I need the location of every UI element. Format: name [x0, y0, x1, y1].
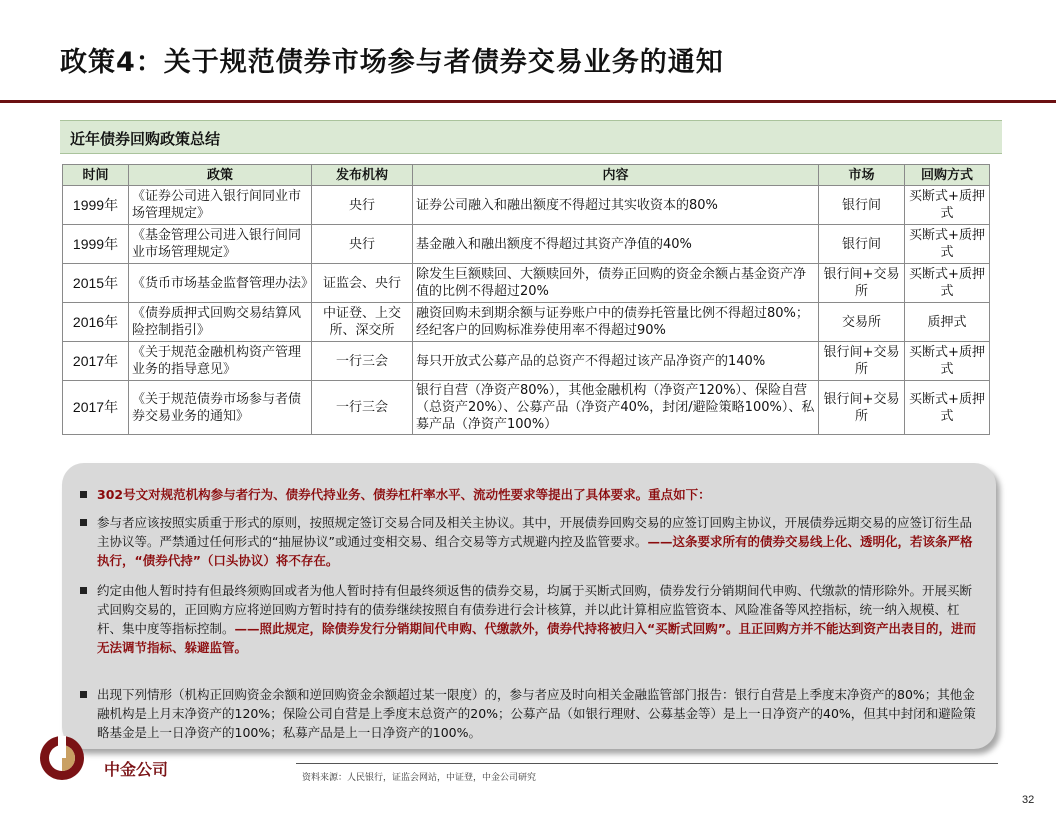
cell-policy: 《关于规范债券市场参与者债券交易业务的通知》	[129, 381, 312, 435]
table-row	[63, 186, 990, 225]
cell-policy: 《债券质押式回购交易结算风险控制指引》	[129, 303, 312, 342]
section-title: 近年债券回购政策总结	[70, 130, 221, 148]
header-issuer: 发布机构	[312, 165, 413, 186]
table-row	[63, 225, 990, 264]
note-item	[80, 685, 980, 742]
cell-market: 银行间+交易所	[819, 381, 905, 435]
cell-year: 1999年	[63, 186, 129, 225]
cell-policy: 《基金管理公司进入银行间同业市场管理规定》	[129, 225, 312, 264]
page-number: 32	[1022, 794, 1035, 806]
header-content: 内容	[413, 165, 819, 186]
cell-issuer: 中证登、上交所、深交所	[312, 303, 413, 342]
table-header-row	[63, 165, 990, 186]
cicc-logo-icon	[36, 733, 96, 783]
cell-market: 银行间+交易所	[819, 342, 905, 381]
notes-headline	[80, 485, 980, 504]
cell-issuer: 证监会、央行	[312, 264, 413, 303]
title-divider	[0, 100, 1056, 103]
table-row	[63, 342, 990, 381]
cell-issuer: 一行三会	[312, 381, 413, 435]
cell-policy: 《关于规范金融机构资产管理业务的指导意见》	[129, 342, 312, 381]
cell-method: 买断式+质押式	[905, 264, 990, 303]
cell-policy: 《证券公司进入银行间同业市场管理规定》	[129, 186, 312, 225]
cell-year: 2017年	[63, 342, 129, 381]
cell-issuer: 央行	[312, 186, 413, 225]
bullet-icon	[80, 519, 87, 526]
cell-year: 2016年	[63, 303, 129, 342]
cell-content: 除发生巨额赎回、大额赎回外，债券正回购的资金余额占基金资产净值的比例不得超过20%	[413, 264, 819, 303]
note-text: 出现下列情形（机构正回购资金余额和逆回购资金余额超过某一限度）的，参与者应及时向相关金融监管部门报告：银行自营是上季度末净资产的80%；其他金融机构是上月末净资产的120%；保险公司自营是上季度末总资产的20%；公募产品（如银行理财、公募基金等）是上一日净资产的40%，但其中封闭和避险策略基金是上一日净资产的100%；私募产品是上一日净资产的100%。	[97, 687, 976, 740]
header-market: 市场	[819, 165, 905, 186]
cell-method: 买断式+质押式	[905, 342, 990, 381]
source-note: 资料来源：人民银行，证监会网站，中证登，中金公司研究	[302, 773, 537, 783]
cell-year: 1999年	[63, 225, 129, 264]
note-item	[80, 581, 980, 657]
cell-method: 买断式+质押式	[905, 225, 990, 264]
cell-content: 银行自营（净资产80%），其他金融机构（净资产120%）、保险自营（总资产20%）、公募产品（净资产40%，封闭/避险策略100%）、私募产品（净资产100%）	[413, 381, 819, 435]
cell-market: 银行间	[819, 186, 905, 225]
header-method: 回购方式	[905, 165, 990, 186]
policy-table	[62, 164, 990, 435]
notes-headline-text: 302号文对规范机构参与者行为、债券代持业务、债券杠杆率水平、流动性要求等提出了具体要求。重点如下：	[97, 487, 711, 502]
cell-method: 买断式+质押式	[905, 381, 990, 435]
note-item	[80, 513, 980, 570]
table-row	[63, 264, 990, 303]
cell-market: 交易所	[819, 303, 905, 342]
cell-year: 2017年	[63, 381, 129, 435]
cell-issuer: 央行	[312, 225, 413, 264]
bullet-icon	[80, 491, 87, 498]
cell-year: 2015年	[63, 264, 129, 303]
cell-content: 融资回购未到期余额与证券账户中的债券托管量比例不得超过80%；经纪客户的回购标准券使用率不得超过90%	[413, 303, 819, 342]
table-row	[63, 303, 990, 342]
bullet-icon	[80, 691, 87, 698]
note-highlight: ——这条要求所有的债券交易线上化、透明化，若该条严格执行，“债券代持”（口头协议）将不存在。	[97, 534, 973, 568]
bullet-icon	[80, 587, 87, 594]
logo-text: 中金公司	[104, 760, 169, 779]
source-divider	[296, 763, 998, 764]
page-title: 政策4：关于规范债券市场参与者债券交易业务的通知	[60, 47, 724, 78]
cell-method: 买断式+质押式	[905, 186, 990, 225]
cell-content: 每只开放式公募产品的总资产不得超过该产品净资产的140%	[413, 342, 819, 381]
note-text: 约定由他人暂时持有但最终须购回或者为他人暂时持有但最终须返售的债券交易，均属于买断式回购，债券发行分销期间代申购、代缴款的情形除外。开展买断式回购交易的，正回购方应将逆回购方暂时持有的债券继续按照自有债券进行会计核算，并以此计算相应监管资本、风险准备等风控指标，统一纳入规模、杠杆、集中度等指标控制。	[97, 583, 973, 636]
cell-method: 质押式	[905, 303, 990, 342]
cell-policy: 《货币市场基金监督管理办法》	[129, 264, 312, 303]
note-highlight: ——照此规定，除债券发行分销期间代申购、代缴款外，债券代持将被归入“买断式回购”。且正回购方并不能达到资产出表目的，进而无法调节指标、躲避监管。	[97, 621, 976, 655]
header-time: 时间	[63, 165, 129, 186]
cell-content: 基金融入和融出额度不得超过其资产净值的40%	[413, 225, 819, 264]
cell-market: 银行间+交易所	[819, 264, 905, 303]
section-header	[60, 120, 1002, 154]
cell-market: 银行间	[819, 225, 905, 264]
note-text: 参与者应该按照实质重于形式的原则，按照规定签订交易合同及相关主协议。其中，开展债券回购交易的应签订回购主协议，开展债券远期交易的应签订衍生品主协议等。严禁通过任何形式的“抽屉协议”或通过变相交易、组合交易等方式规避内控及监管要求。	[97, 515, 973, 549]
table-row	[63, 381, 990, 435]
cell-content: 证券公司融入和融出额度不得超过其实收资本的80%	[413, 186, 819, 225]
cell-issuer: 一行三会	[312, 342, 413, 381]
header-policy: 政策	[129, 165, 312, 186]
notes-panel	[62, 463, 996, 749]
